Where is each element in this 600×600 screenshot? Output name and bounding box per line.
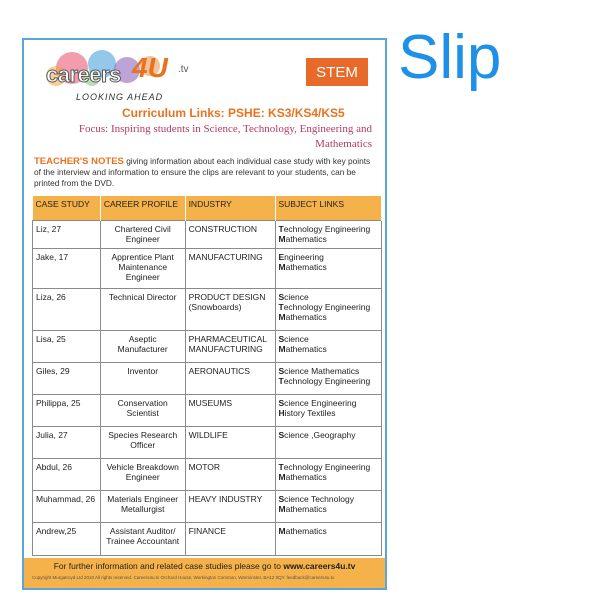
cell-subject-links xyxy=(275,248,382,288)
case-study-card xyxy=(22,38,387,590)
table-row xyxy=(33,330,382,362)
cell-case-study: Giles, 29 xyxy=(33,362,101,394)
subject-line: Technology Engineering xyxy=(278,223,371,234)
header-industry: INDUSTRY xyxy=(185,196,275,220)
subject-line: Mathematics xyxy=(278,311,327,322)
cell-career-profile: Conservation Scientist xyxy=(100,394,185,426)
careers4u-logo xyxy=(32,46,202,104)
cell-case-study: Andrew,25 xyxy=(33,522,101,555)
cell-career-profile: Inventor xyxy=(100,362,185,394)
cell-subject-links xyxy=(275,490,382,522)
cell-subject-links xyxy=(275,522,382,555)
cell-industry: PHARMACEUTICAL MANUFACTURING xyxy=(185,330,275,362)
subject-line: Science Technology xyxy=(278,493,354,504)
subject-line: Mathematics xyxy=(278,471,327,482)
table-row xyxy=(33,248,382,288)
table-row xyxy=(33,522,382,555)
cell-industry: WILDLIFE xyxy=(185,426,275,458)
case-study-table xyxy=(32,196,382,556)
cell-subject-links xyxy=(275,362,382,394)
cell-subject-links xyxy=(275,330,382,362)
subject-line: Science ,Geography xyxy=(278,429,356,440)
table-row xyxy=(33,220,382,248)
cell-case-study: Lisa, 25 xyxy=(33,330,101,362)
subject-line: History Textiles xyxy=(278,407,336,418)
table-row xyxy=(33,394,382,426)
cell-industry: FINANCE xyxy=(185,522,275,555)
header-career-profile: CAREER PROFILE xyxy=(100,196,185,220)
footer-url-link[interactable]: www.careers4u.tv xyxy=(283,561,356,571)
table-row xyxy=(33,426,382,458)
cell-career-profile: Apprentice Plant Maintenance Engineer xyxy=(100,248,185,288)
subject-line: Technology Engineering xyxy=(278,461,371,472)
cell-industry: MANUFACTURING xyxy=(185,248,275,288)
subject-line: Mathematics xyxy=(278,525,327,536)
subject-line: Science Mathematics xyxy=(278,365,360,376)
side-title: Slip xyxy=(398,23,502,92)
header-subject-links: SUBJECT LINKS xyxy=(275,196,382,220)
header-case-study: CASE STUDY xyxy=(33,196,101,220)
logo-4u-mark: 4U xyxy=(132,52,168,83)
cell-subject-links xyxy=(275,458,382,490)
cell-career-profile: Vehicle Breakdown Engineer xyxy=(100,458,185,490)
cell-subject-links xyxy=(275,426,382,458)
footer-info: For further information and related case studies please go to xyxy=(53,561,284,571)
stem-badge: STEM xyxy=(306,58,368,86)
teachers-notes xyxy=(34,156,379,189)
cell-case-study: Muhammad, 26 xyxy=(33,490,101,522)
cell-case-study: Liz, 27 xyxy=(33,220,101,248)
footer-banner xyxy=(24,558,385,588)
focus-statement: Focus: Inspiring students in Science, Technology, Engineering and Mathematics xyxy=(78,123,372,150)
cell-career-profile: Chartered Civil Engineer xyxy=(100,220,185,248)
cell-case-study: Philippa, 25 xyxy=(33,394,101,426)
teachers-notes-heading: TEACHER'S NOTES xyxy=(34,156,124,167)
teachers-notes-text: giving information about each individual case study with key points of the interview and information to ensure the clips are relevant to your students, can be printed from the DVD. xyxy=(34,156,371,188)
logo-tagline: LOOKING AHEAD xyxy=(76,92,164,102)
table-row xyxy=(33,362,382,394)
cell-industry: MOTOR xyxy=(185,458,275,490)
table-row xyxy=(33,458,382,490)
cell-case-study: Liza, 26 xyxy=(33,288,101,330)
subject-line: Science xyxy=(278,291,309,302)
footer-text xyxy=(32,561,377,571)
cell-case-study: Julia, 27 xyxy=(33,426,101,458)
cell-subject-links xyxy=(275,288,382,330)
cell-case-study: Jake, 17 xyxy=(33,248,101,288)
cell-industry: AERONAUTICS xyxy=(185,362,275,394)
cell-industry: HEAVY INDUSTRY xyxy=(185,490,275,522)
cell-career-profile: Species Research Officer xyxy=(100,426,185,458)
cell-career-profile: Assistant Auditor/ Trainee Accountant xyxy=(100,522,185,555)
subject-line: Science Engineering xyxy=(278,397,357,408)
cell-career-profile: Materials Engineer Metallurgist xyxy=(100,490,185,522)
table-header-row xyxy=(33,196,382,220)
cell-career-profile: Technical Director xyxy=(100,288,185,330)
table-row xyxy=(33,288,382,330)
cell-industry: CONSTRUCTION xyxy=(185,220,275,248)
subject-line: Mathematics xyxy=(278,343,327,354)
cell-industry: PRODUCT DESIGN (Snowboards) xyxy=(185,288,275,330)
cell-case-study: Abdul, 26 xyxy=(33,458,101,490)
subject-line: Science xyxy=(278,333,309,344)
table-row xyxy=(33,490,382,522)
subject-line: Mathematics xyxy=(278,233,327,244)
cell-subject-links xyxy=(275,394,382,426)
subject-line: Technology Engineering xyxy=(278,301,371,312)
logo-tv-suffix: .tv xyxy=(178,64,189,75)
cell-subject-links xyxy=(275,220,382,248)
cell-industry: MUSEUMS xyxy=(185,394,275,426)
cell-career-profile: Aseptic Manufacturer xyxy=(100,330,185,362)
curriculum-links: Curriculum Links: PSHE: KS3/KS4/KS5 xyxy=(122,106,345,120)
footer-copyright: Copyright Murgatroyd Ltd 2010 All rights reserved. Careers4u.tv Orchard House, Workington Common, Warminster, BA12 0QY. feedback@careers4u.tv xyxy=(32,575,335,580)
subject-line: Mathematics xyxy=(278,261,327,272)
subject-line: Technology Engineering xyxy=(278,375,371,386)
logo-wordmark: careers xyxy=(46,62,121,87)
subject-line: Mathematics xyxy=(278,503,327,514)
subject-line: Engineering xyxy=(278,251,324,262)
